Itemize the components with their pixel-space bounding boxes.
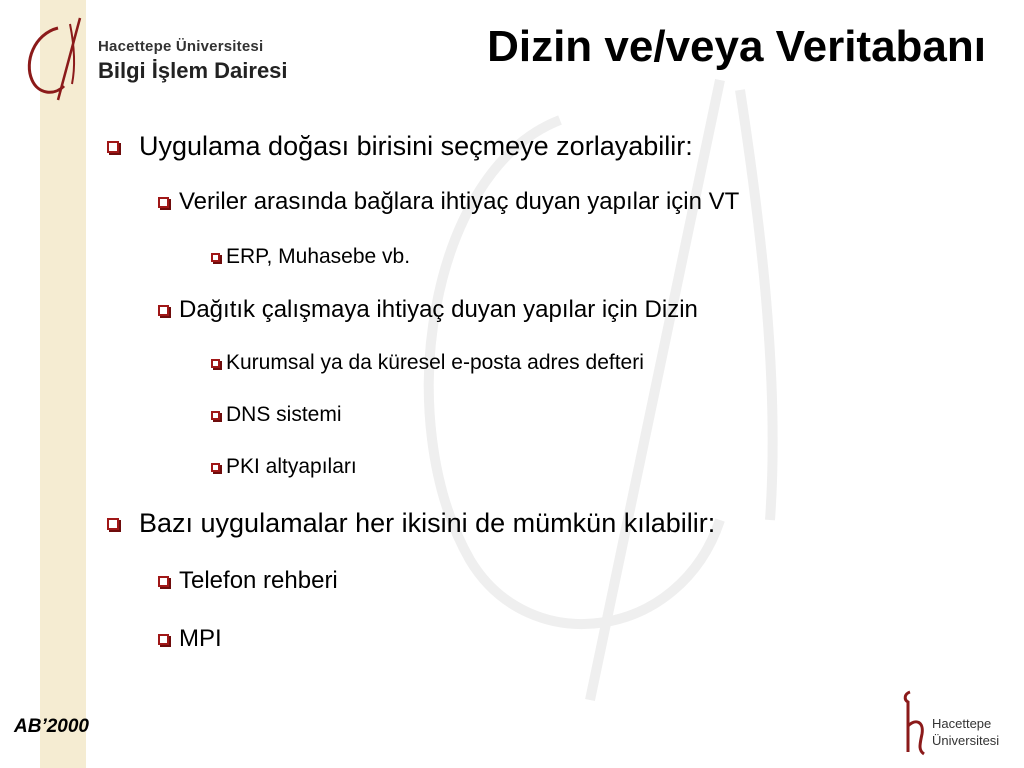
bullet-text: Dağıtık çalışmaya ihtiyaç duyan yapılar için Dizin (179, 296, 698, 323)
footer-logo-line1: Hacettepe (932, 716, 992, 731)
bullet-text: Telefon rehberi (179, 567, 338, 594)
bullet-level2 (158, 296, 698, 324)
bullet-level3 (211, 403, 342, 427)
bullet-square-icon (211, 411, 220, 420)
bullet-level3 (211, 245, 410, 269)
bullet-square-icon (211, 359, 220, 368)
bullet-level2 (158, 625, 222, 653)
bullet-level3 (211, 351, 644, 375)
logo-department-name: Bilgi İşlem Dairesi (98, 58, 288, 83)
university-logo (18, 14, 338, 104)
bullet-text: DNS sistemi (226, 403, 342, 426)
footer-logo-line2: Üniversitesi (932, 733, 1000, 748)
bullet-level2 (158, 567, 338, 595)
bullet-level1 (107, 508, 715, 539)
bullet-text: MPI (179, 625, 222, 652)
university-emblem-icon (18, 14, 88, 104)
bullet-square-icon (158, 305, 169, 316)
bullet-text: Bazı uygulamalar her ikisini de mümkün kılabilir: (139, 508, 716, 538)
hacettepe-h-emblem-icon (896, 688, 930, 758)
slide-title: Dizin ve/veya Veritabanı (487, 22, 986, 71)
footer-university-logo (896, 688, 1016, 758)
bullet-text: ERP, Muhasebe vb. (226, 245, 411, 268)
logo-university-name: Hacettepe Üniversitesi (98, 38, 264, 55)
bullet-level1 (107, 131, 693, 162)
bullet-text: PKI altyapıları (226, 455, 357, 478)
bullet-square-icon (211, 463, 220, 472)
bullet-text: Kurumsal ya da küresel e-posta adres defteri (226, 351, 644, 374)
bullet-square-icon (158, 197, 169, 208)
bullet-square-icon (211, 253, 220, 262)
bullet-square-icon (107, 141, 119, 153)
footer-label: AB’2000 (14, 716, 89, 737)
bullet-square-icon (107, 518, 119, 530)
bullet-text: Veriler arasında bağlara ihtiyaç duyan yapılar için VT (179, 188, 740, 215)
bullet-level3 (211, 455, 357, 479)
bullet-text: Uygulama doğası birisini seçmeye zorlayabilir: (139, 131, 693, 161)
bullet-level2 (158, 188, 739, 216)
bullet-square-icon (158, 576, 169, 587)
bullet-square-icon (158, 634, 169, 645)
